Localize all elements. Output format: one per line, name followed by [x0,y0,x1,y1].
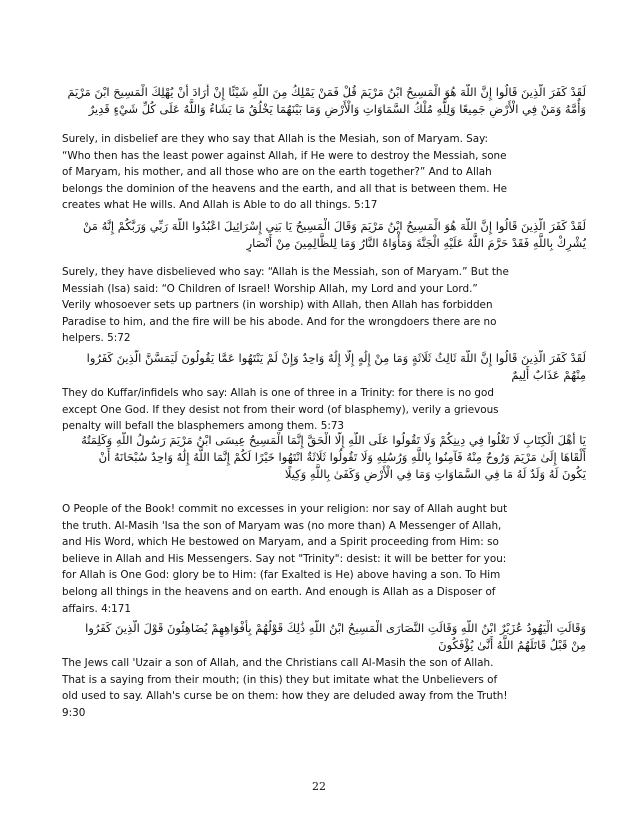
english-line: They do Kuffar/infidels who say: Allah is one of three in a Trinity: for there is no god [62,387,494,399]
passage-4-arabic [62,432,586,483]
passage-1-english [62,131,586,214]
arabic-line: مِنْ قَبْلُ قَاتَلَهُمُ اللَّهُ أَنَّىٰ يُؤْفَكُونَ [438,638,586,652]
arabic-line: مِنْهُمْ عَذَابٌ أَلِيمٌ [511,368,586,382]
english-line: penalty will befall the blasphemers among them. 5:73 [62,420,345,433]
english-line: believe in Allah and His Messengers. Say not "Trinity": desist: it will be better for you: [62,552,507,565]
passage-4-english [62,501,586,617]
english-line: The Jews call 'Uzair a son of Allah, and the Christians call Al-Masih the son of Allah. [62,657,494,669]
arabic-line: وَقَالَتِ الْيَهُودُ عُزَيْرٌ ابْنُ اللَّهِ وَقَالَتِ النَّصَارَى الْمَسِيحُ ابْنُ اللَّهِ ذَٰلِكَ قَوْلُهُمْ بِأَفْوَاهِهِمْ يُضَاهِئُونَ قَوْلَ الَّذِينَ كَفَرُوا [85,621,586,635]
english-line: the truth. Al-Masih 'Isa the son of Maryam was (no more than) A Messenger of Allah, [62,519,502,532]
arabic-line: يَكُونَ لَهُ وَلَدٌ لَهُ مَا فِي السَّمَاوَاتِ وَمَا فِي الْأَرْضِ وَكَفَىٰ بِاللَّهِ وَكِيلًا [284,467,586,481]
passage-2-arabic [62,218,586,252]
page-number: 22 [312,780,326,793]
english-line: belong all things in the heavens and on earth. And enough is Allah as a Disposer of [62,585,496,598]
arabic-line: أَلْقَاهَا إِلَىٰ مَرْيَمَ وَرُوحٌ مِنْهُ فَآمِنُوا بِاللَّهِ وَرُسُلِهِ وَلَا تَقُولُوا ثَلَاثَةٌ انْتَهُوا خَيْرًا لَكُمْ إِنَّمَا اللَّهُ إِلَٰهٌ وَاحِدٌ سُبْحَانَهُ أَنْ [98,450,586,464]
english-line: Surely, in disbelief are they who say that Allah is the Mesiah, son of Maryam. Say: [62,133,489,145]
english-line: and His Word, which He bestowed on Maryam, and a Spirit proceeding from Him: so [62,536,499,549]
arabic-line: يَا أَهْلَ الْكِتَابِ لَا تَغْلُوا فِي دِينِكُمْ وَلَا تَقُولُوا عَلَى اللَّهِ إِلَّا الْحَقَّ إِنَّمَا الْمَسِيحُ عِيسَى ابْنُ مَرْيَمَ رَسُولُ اللَّهِ وَكَلِمَتُهُ [81,433,586,447]
english-line: of Maryam, his mother, and all those who are on the earth together?” And to Allah [62,166,492,179]
english-line: old used to say. Allah's curse be on them: how they are deluded away from the Truth! [62,690,508,703]
english-line: belongs the dominion of the heavens and the earth, and all that is between them. He [62,182,508,195]
english-line: Paradise to him, and the fire will be his abode. And for the wrongdoers there are no [62,315,497,328]
english-line: Messiah (Isa) said: “O Children of Israel! Worship Allah, my Lord and your Lord.” [62,282,478,295]
english-line: except One God. If they desist not from their word (of blasphemy), verily a grievous [62,403,499,416]
passage-3-arabic [62,350,586,384]
passage-2-english [62,264,586,347]
passage-1-arabic [62,84,586,118]
english-line: “Who then has the least power against Allah, if He were to destroy the Messiah, sone [62,149,507,162]
english-line: That is a saying from their mouth; (in this) they but imitate what the Unbelievers of [62,673,498,686]
english-line: O People of the Book! commit no excesses in your religion: nor say of Allah aught but [62,503,508,515]
english-line: creates what He wills. And Allah is Able to do all things. 5:17 [62,199,378,212]
english-line: affairs. 4:171 [62,602,132,615]
english-line: 9:30 [62,706,86,719]
passage-3-english [62,385,586,435]
english-line: for Allah is One God: glory be to Him: (far Exalted is He) above having a son. To Him [62,569,501,582]
english-line: Verily whosoever sets up partners (in worship) with Allah, then Allah has forbidden [62,299,493,312]
arabic-line: لَقَدْ كَفَرَ الَّذِينَ قَالُوا إِنَّ اللَّهَ هُوَ الْمَسِيحُ ابْنُ مَرْيَمَ وَقَالَ الْمَسِيحُ يَا بَنِي إِسْرَائِيلَ اعْبُدُوا اللَّهَ رَبِّي وَرَبَّكُمْ إِنَّهُ مَنْ [83,219,586,233]
passage-5-english [62,655,586,721]
arabic-line: وَأُمَّهُ وَمَنْ فِي الْأَرْضِ جَمِيعًا وَلِلَّهِ مُلْكُ السَّمَاوَاتِ وَالْأَرْضِ وَمَا بَيْنَهُمَا يَخْلُقُ مَا يَشَاءُ وَاللَّهُ عَلَى كُلِّ شَيْءٍ قَدِيرٌ [88,102,586,116]
arabic-line: يُشْرِكْ بِاللَّهِ فَقَدْ حَرَّمَ اللَّهُ عَلَيْهِ الْجَنَّةَ وَمَأْوَاهُ النَّارُ وَمَا لِلظَّالِمِينَ مِنْ أَنْصَارٍ [246,236,586,250]
english-line: Surely, they have disbelieved who say: “Allah is the Messiah, son of Maryam.” But the [62,266,509,278]
arabic-line: لَقَدْ كَفَرَ الَّذِينَ قَالُوا إِنَّ اللَّهَ ثَالِثُ ثَلَاثَةٍ وَمَا مِنْ إِلَٰهٍ إِلَّا إِلَٰهٌ وَاحِدٌ وَإِنْ لَمْ يَنْتَهُوا عَمَّا يَقُولُونَ لَيَمَسَّنَّ الَّذِينَ كَفَرُوا [86,351,586,365]
passage-5-arabic [62,620,586,654]
english-line: helpers. 5:72 [62,332,131,345]
arabic-line: لَقَدْ كَفَرَ الَّذِينَ قَالُوا إِنَّ اللَّهَ هُوَ الْمَسِيحُ ابْنُ مَرْيَمَ قُلْ فَمَنْ يَمْلِكُ مِنَ اللَّهِ شَيْئًا إِنْ أَرَادَ أَنْ يُهْلِكَ الْمَسِيحَ ابْنَ مَرْيَمَ [67,85,586,99]
